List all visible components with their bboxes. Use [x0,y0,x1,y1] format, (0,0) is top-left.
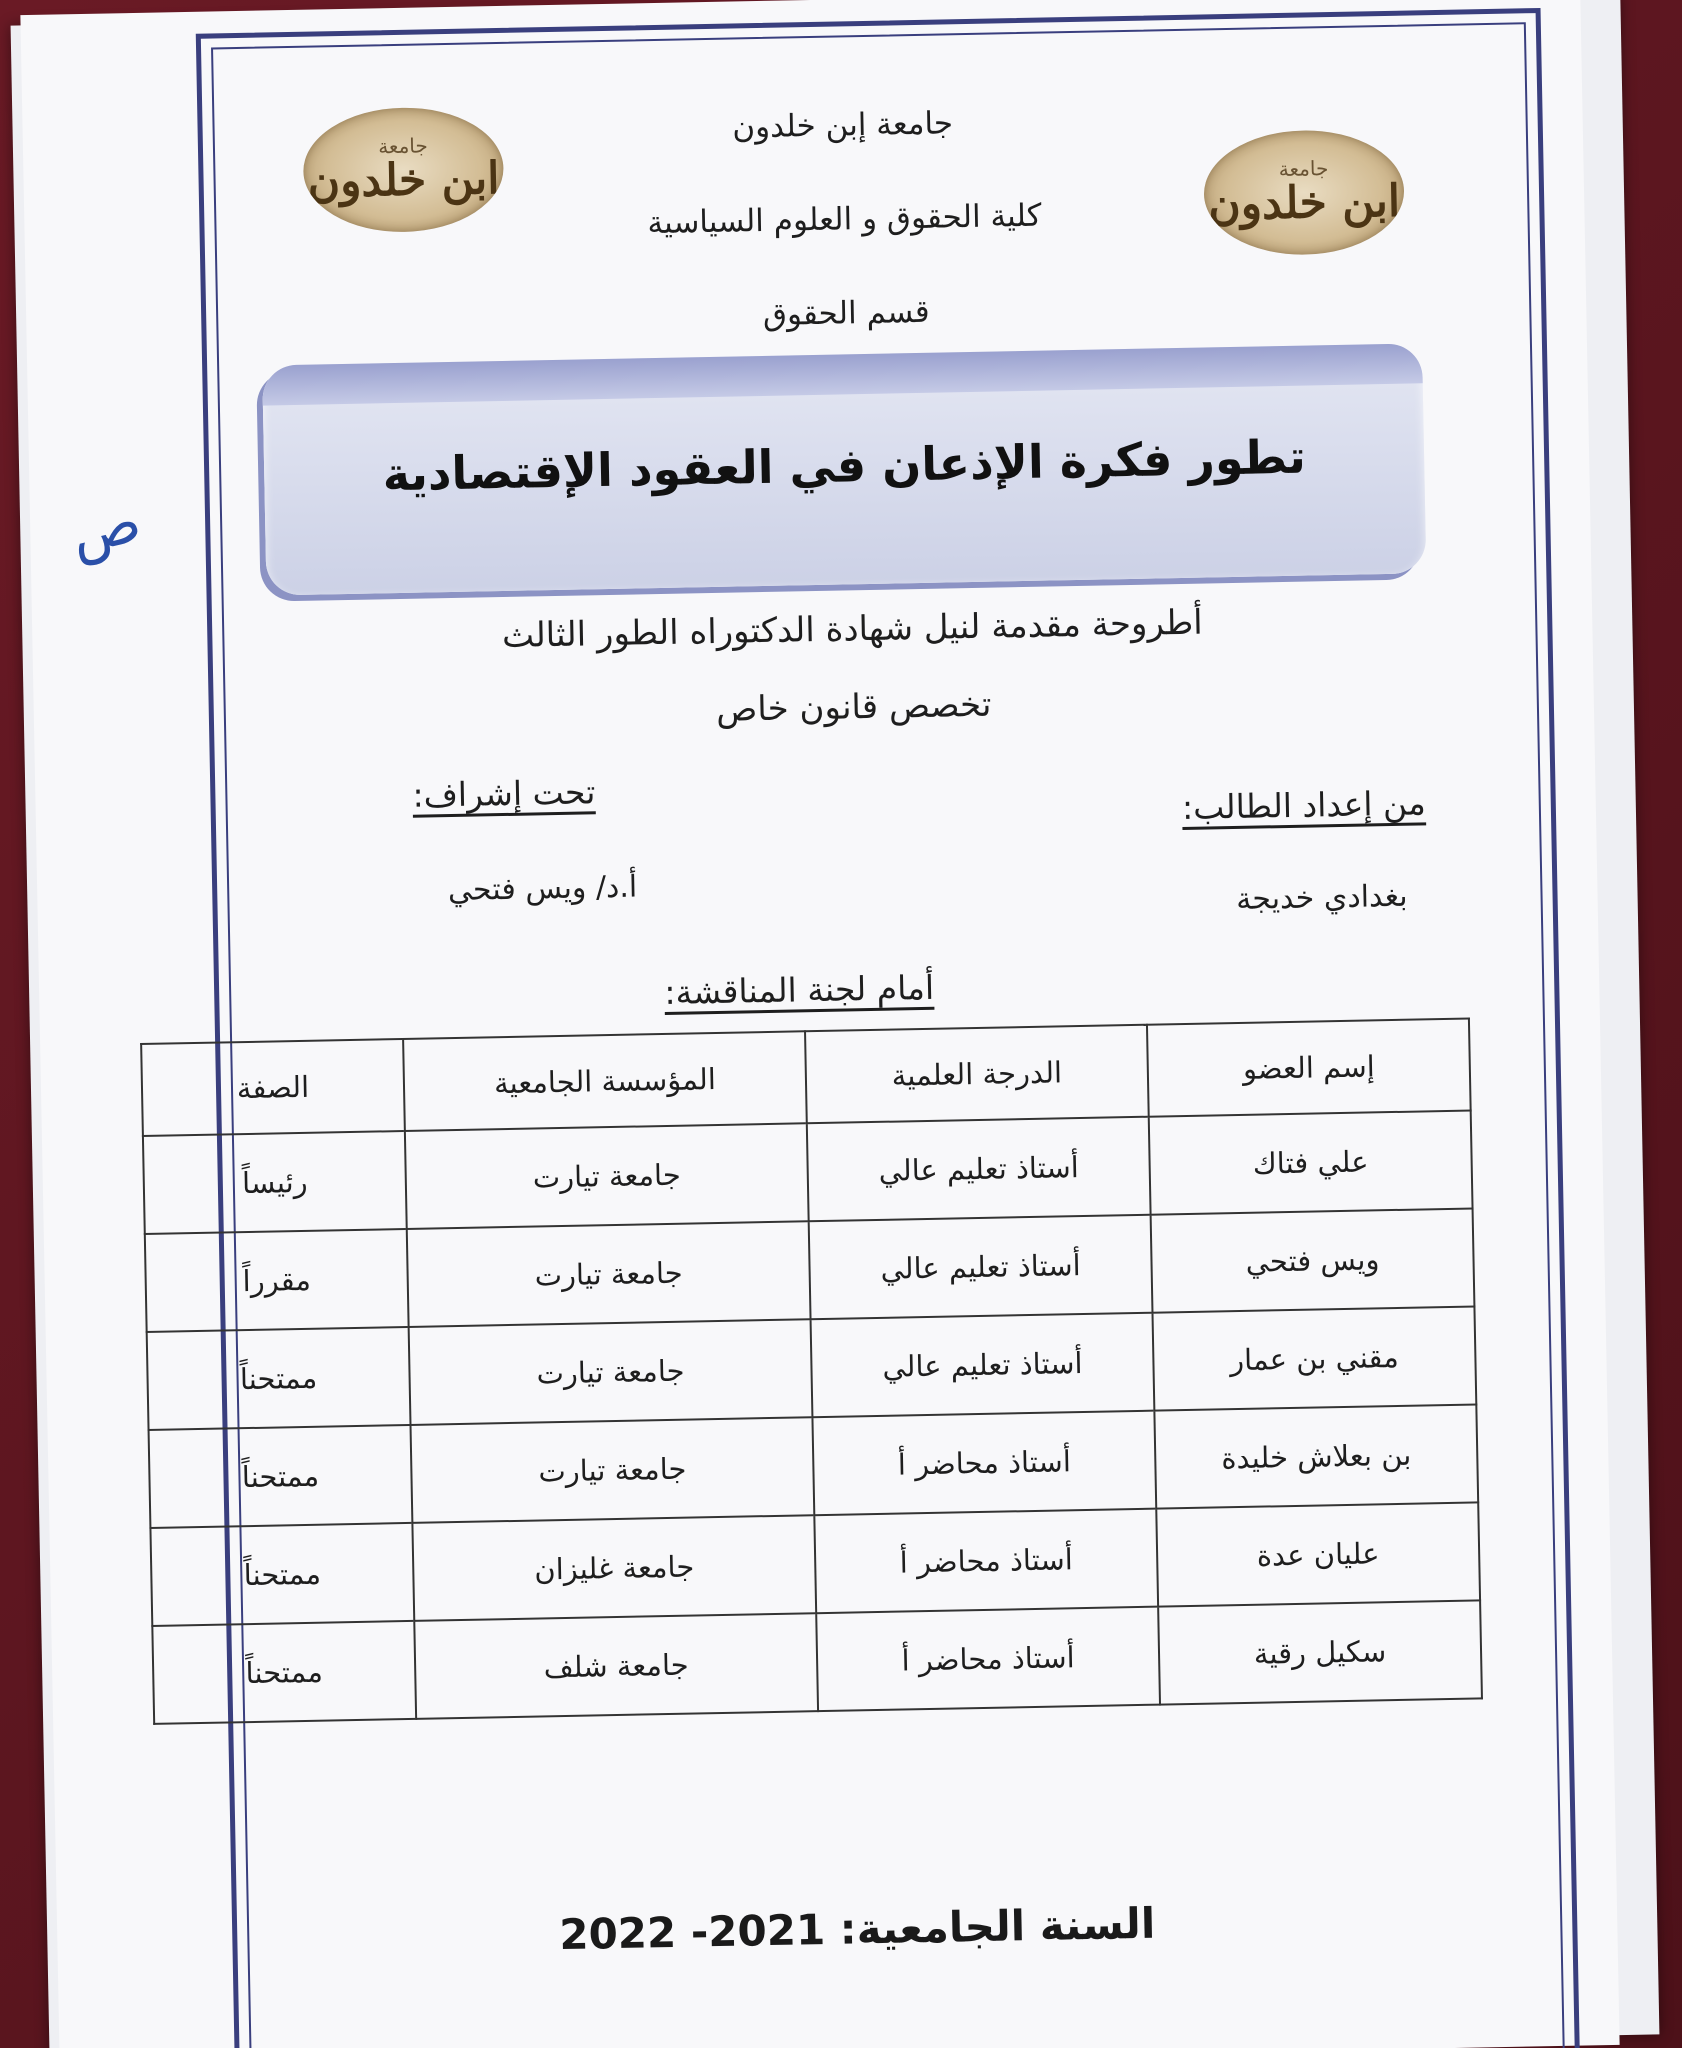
member-name-cell: مقني بن عمار [1152,1306,1476,1410]
logo-top-text: جامعة [377,133,428,159]
committee-label: أمام لجنة المناقشة: [664,967,935,1012]
member-name-cell: بن بعلاش خليدة [1154,1404,1478,1508]
member-name-cell: عليان عدة [1156,1502,1480,1606]
academic-year: السنة الجامعية: 2021- 2022 [558,1898,1156,1960]
role-cell: ممتحناً [147,1327,411,1430]
supervised-by-label: تحت إشراف: [412,772,596,815]
institution-cell: جامعة تيارت [405,1123,809,1229]
degree-cell: أستاذ تعليم عالي [809,1215,1153,1320]
column-header-role: الصفة [141,1039,405,1136]
institution-cell: جامعة تيارت [407,1221,811,1327]
member-name-cell: ويس فتحي [1151,1209,1475,1313]
thesis-cover-page [20,0,1619,2048]
logo-main-text: ابن خلدون [1207,175,1401,231]
prepared-by-label: من إعداد الطالب: [1181,783,1427,828]
institution-cell: جامعة شلف [414,1613,818,1719]
degree-cell: أستاذ محاضر أ [812,1411,1156,1516]
institution-cell: جامعة تيارت [411,1417,815,1523]
member-name-cell: علي فتاك [1149,1111,1473,1215]
supervisor-name: أ.د/ ويس فتحي [447,869,638,909]
department-name: قسم الحقوق [762,293,930,333]
column-header-institution: المؤسسة الجامعية [403,1031,807,1131]
degree-cell: أستاذ محاضر أ [814,1509,1158,1614]
institution-cell: جامعة غليزان [412,1515,816,1621]
university-name: جامعة إبن خلدون [731,105,954,146]
title-banner [262,343,1426,595]
committee-table [140,1018,1483,1725]
role-cell: رئيساً [143,1131,407,1234]
degree-statement: أطروحة مقدمة لنيل شهادة الدكتوراه الطور الثالث [501,602,1204,657]
specialization: تخصص قانون خاص [715,684,992,730]
role-cell: ممتحناً [149,1425,413,1528]
handwritten-margin-note: ص [63,486,148,569]
institution-cell: جامعة تيارت [409,1319,813,1425]
role-cell: ممتحناً [150,1523,414,1626]
role-cell: ممتحناً [152,1621,416,1724]
column-header-member-name: إسم العضو [1147,1019,1471,1117]
column-header-degree: الدرجة العلمية [805,1025,1149,1124]
role-cell: مقرراً [145,1229,409,1332]
student-name: بغدادي خديجة [1235,878,1408,917]
thesis-title: تطور فكرة الإذعان في العقود الإقتصادية [382,429,1307,502]
degree-cell: أستاذ تعليم عالي [807,1117,1151,1222]
degree-cell: أستاذ تعليم عالي [811,1313,1155,1418]
logo-main-text: ابن خلدون [307,153,500,208]
faculty-name: كلية الحقوق و العلوم السياسية [647,197,1042,242]
logo-top-text: جامعة [1278,156,1329,182]
degree-cell: أستاذ محاضر أ [816,1607,1160,1712]
member-name-cell: سكيل رقية [1158,1600,1482,1704]
